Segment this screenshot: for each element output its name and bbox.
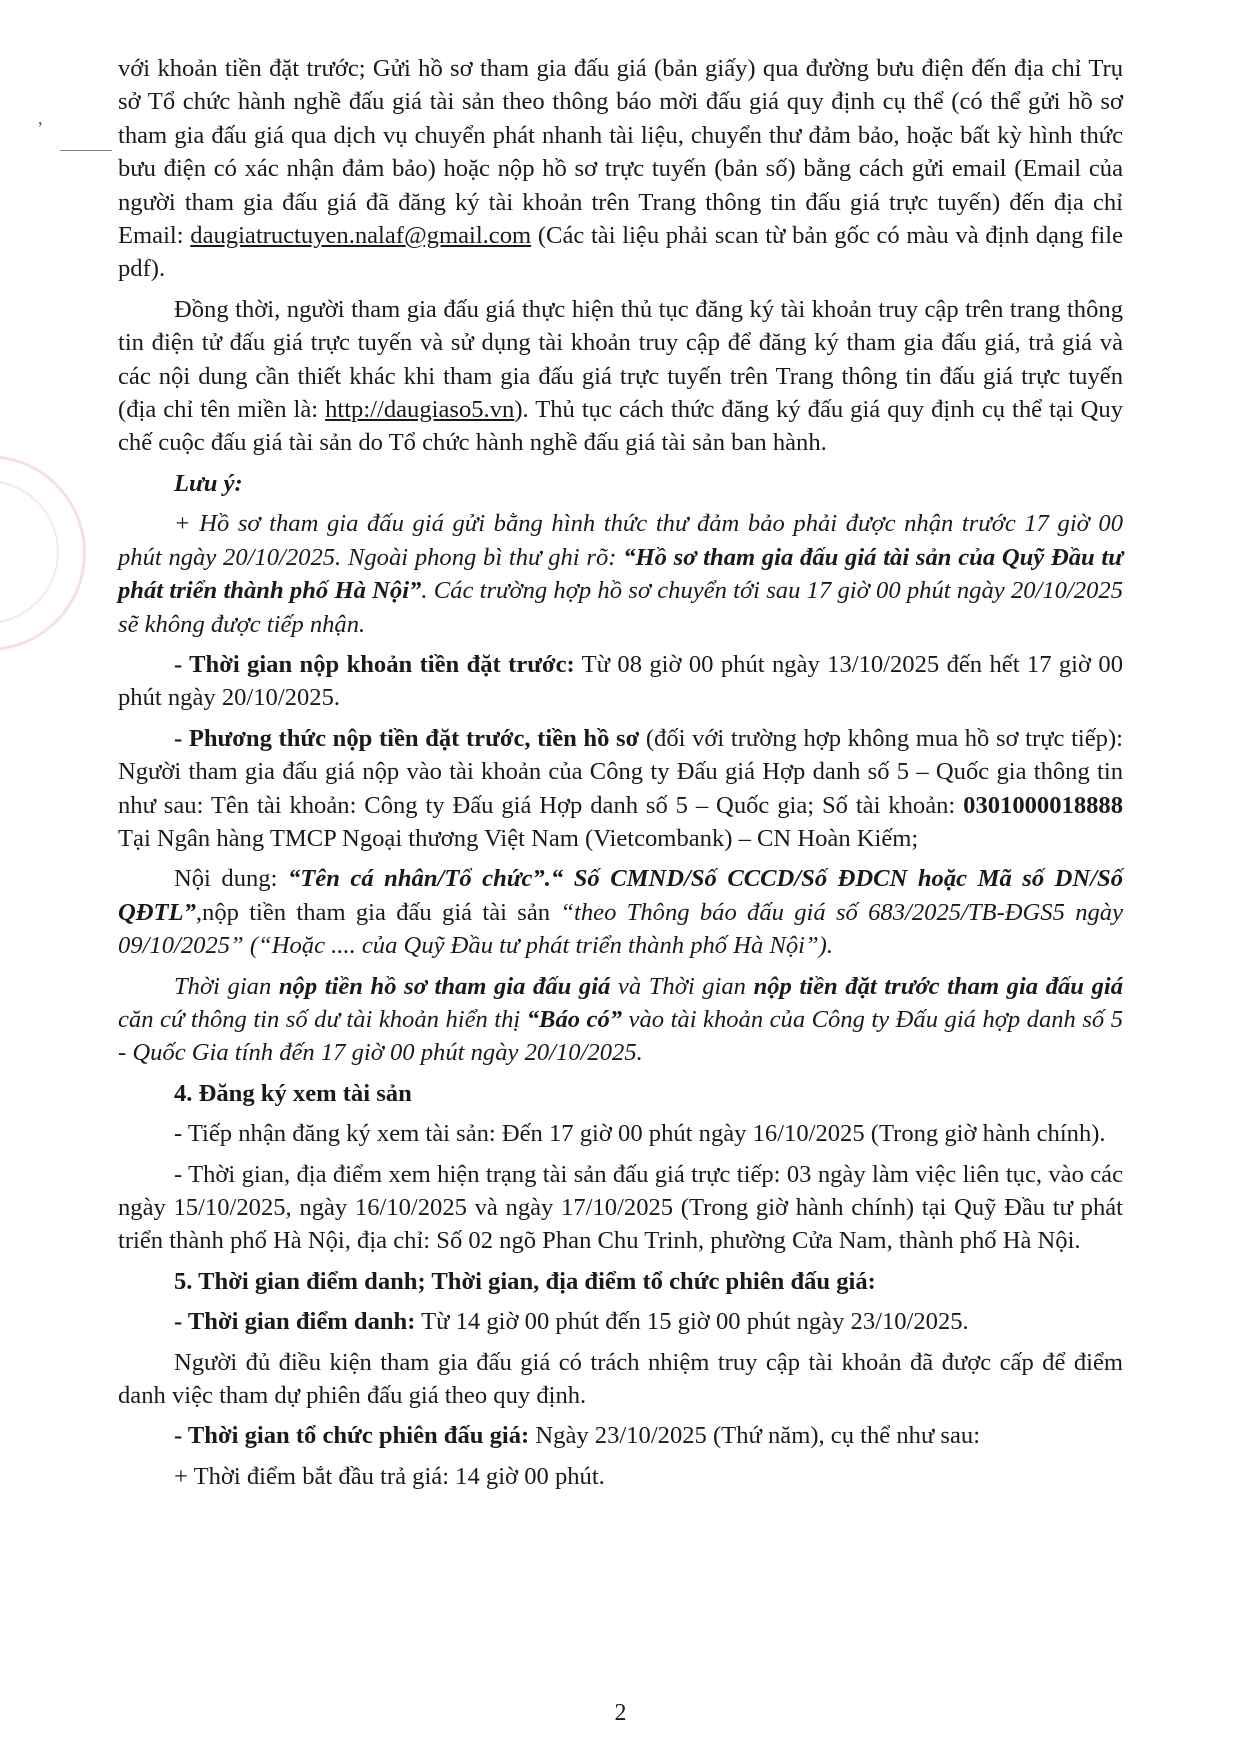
- note-heading: Lưu ý:: [174, 469, 243, 497]
- paragraph-view-schedule: - Thời gian, địa điểm xem hiện trạng tài sản đấu giá trực tiếp: 03 ngày làm việc liên tục, vào các ngày 15/10/2025, ngày 16/10/2025 và ngày 17/10/2025 (Trong giờ hành chính) tại Quỹ Đầu tư phát triển thành phố Hà Nội, địa chỉ: Số 02 ngõ Phan Chu Trinh, phường Cửa Nam, thành phố Hà Nội.: [118, 1160, 1123, 1255]
- page-number: 2: [614, 1700, 627, 1726]
- paragraph-deposit-method: - Phương thức nộp tiền đặt trước, tiền hồ sơ (đối với trường hợp không mua hồ sơ trực tiếp): Người tham gia đấu giá nộp vào tài khoản của Công ty Đấu giá Hợp danh số 5 – Quốc gia thông tin như sau: Tên tài khoản: Công ty Đấu giá Hợp danh số 5 – Quốc gia; Số tài khoản: 0301000018888 Tại Ngân hàng TMCP Ngoại thương Việt Nam (Vietcombank) – CN Hoàn Kiếm;: [118, 724, 1123, 852]
- bank-account-number: 0301000018888: [963, 791, 1123, 819]
- paragraph-account-registration: Đồng thời, người tham gia đấu giá thực hiện thủ tục đăng ký tài khoản truy cập trên trang thông tin điện tử đấu giá trực tuyến và sử dụng tài khoản truy cập để đăng ký tham gia đấu giá, trả giá và các nội dung cần thiết khác khi tham gia đấu giá trực tuyến trên Trang thông tin đấu giá trực tuyến (địa chỉ tên miền là: http://daugiaso5.vn). Thủ tục cách thức đăng ký đấu giá quy định cụ thể tại Quy chế cuộc đấu giá tài sản do Tổ chức hành nghề đấu giá tài sản ban hành.: [118, 295, 1124, 457]
- paragraph-view-registration: - Tiếp nhận đăng ký xem tài sản: Đến 17 giờ 00 phút ngày 16/10/2025 (Trong giờ hành chính).: [174, 1120, 1106, 1148]
- section-heading-4: 4. Đăng ký xem tài sản: [174, 1079, 412, 1107]
- document-body: [118, 52, 1123, 1500]
- paragraph-roll-call: - Thời gian điểm danh: Từ 14 giờ 00 phút đến 15 giờ 00 phút ngày 23/10/2025.: [174, 1308, 969, 1336]
- paragraph-payment-timing: Thời gian nộp tiền hồ sơ tham gia đấu giá và Thời gian nộp tiền đặt trước tham gia đấu giá căn cứ thông tin số dư tài khoản hiển thị “Báo có” vào tài khoản của Công ty Đấu giá hợp danh số 5 - Quốc Gia tính đến 17 giờ 00 phút ngày 20/10/2025.: [118, 972, 1124, 1067]
- paragraph-eligibility: Người đủ điều kiện tham gia đấu giá có trách nhiệm truy cập tài khoản đã được cấp để điểm danh việc tham dự phiên đấu giá theo quy định.: [118, 1348, 1123, 1410]
- paragraph-auction-date: - Thời gian tổ chức phiên đấu giá: Ngày 23/10/2025 (Thứ năm), cụ thể như sau:: [174, 1422, 981, 1450]
- paragraph-submission: với khoản tiền đặt trước; Gửi hồ sơ tham gia đấu giá (bản giấy) qua đường bưu điện đến địa chỉ Trụ sở Tổ chức hành nghề đấu giá tài sản theo thông báo mời đấu giá quy định cụ thể (có thể gửi hồ sơ tham gia đấu giá qua dịch vụ chuyển phát nhanh tài liệu, chuyển thư đảm bảo, hoặc bất kỳ hình thức bưu điện có xác nhận đảm bảo) hoặc nộp hồ sơ trực tuyến (bản số) bằng cách gửi email (Email của người tham gia đấu giá đã đăng ký tài khoản trên Trang thông tin đấu giá trực tuyến) đến địa chỉ Email: daugiatructuyen.nalaf@gmail.com (Các tài liệu phải scan từ bản gốc có màu và định dạng file pdf).: [118, 55, 1123, 283]
- paragraph-deposit-time: - Thời gian nộp khoản tiền đặt trước: Từ 08 giờ 00 phút ngày 13/10/2025 đến hết 17 giờ 00 phút ngày 20/10/2025.: [118, 650, 1123, 712]
- margin-mark: ,: [38, 108, 43, 128]
- paragraph-payment-content: Nội dung: “Tên cá nhân/Tổ chức”.“ Số CMND/Số CCCD/Số ĐDCN hoặc Mã số DN/Số QĐTL”,nộp tiền tham gia đấu giá tài sản “theo Thông báo đấu giá số 683/2025/TB-ĐGS5 ngày 09/10/2025” (“Hoặc .... của Quỹ Đầu tư phát triển thành phố Hà Nội”).: [118, 865, 1123, 960]
- section-heading-5: 5. Thời gian điểm danh; Thời gian, địa điểm tổ chức phiên đấu giá:: [174, 1267, 876, 1295]
- margin-dash: [60, 150, 112, 151]
- email-link[interactable]: daugiatructuyen.nalaf@gmail.com: [190, 222, 532, 250]
- paragraph-bid-start: + Thời điểm bắt đầu trả giá: 14 giờ 00 phút.: [174, 1462, 605, 1490]
- red-seal-stamp: [0, 455, 86, 651]
- paragraph-note: + Hồ sơ tham gia đấu giá gửi bằng hình thức thư đảm bảo phải được nhận trước 17 giờ 00 phút ngày 20/10/2025. Ngoài phong bì thư ghi rõ: “Hồ sơ tham gia đấu giá tài sản của Quỹ Đầu tư phát triển thành phố Hà Nội”. Các trường hợp hồ sơ chuyển tới sau 17 giờ 00 phút ngày 20/10/2025 sẽ không được tiếp nhận.: [118, 510, 1124, 638]
- website-link[interactable]: http://daugiaso5.vn: [325, 396, 515, 424]
